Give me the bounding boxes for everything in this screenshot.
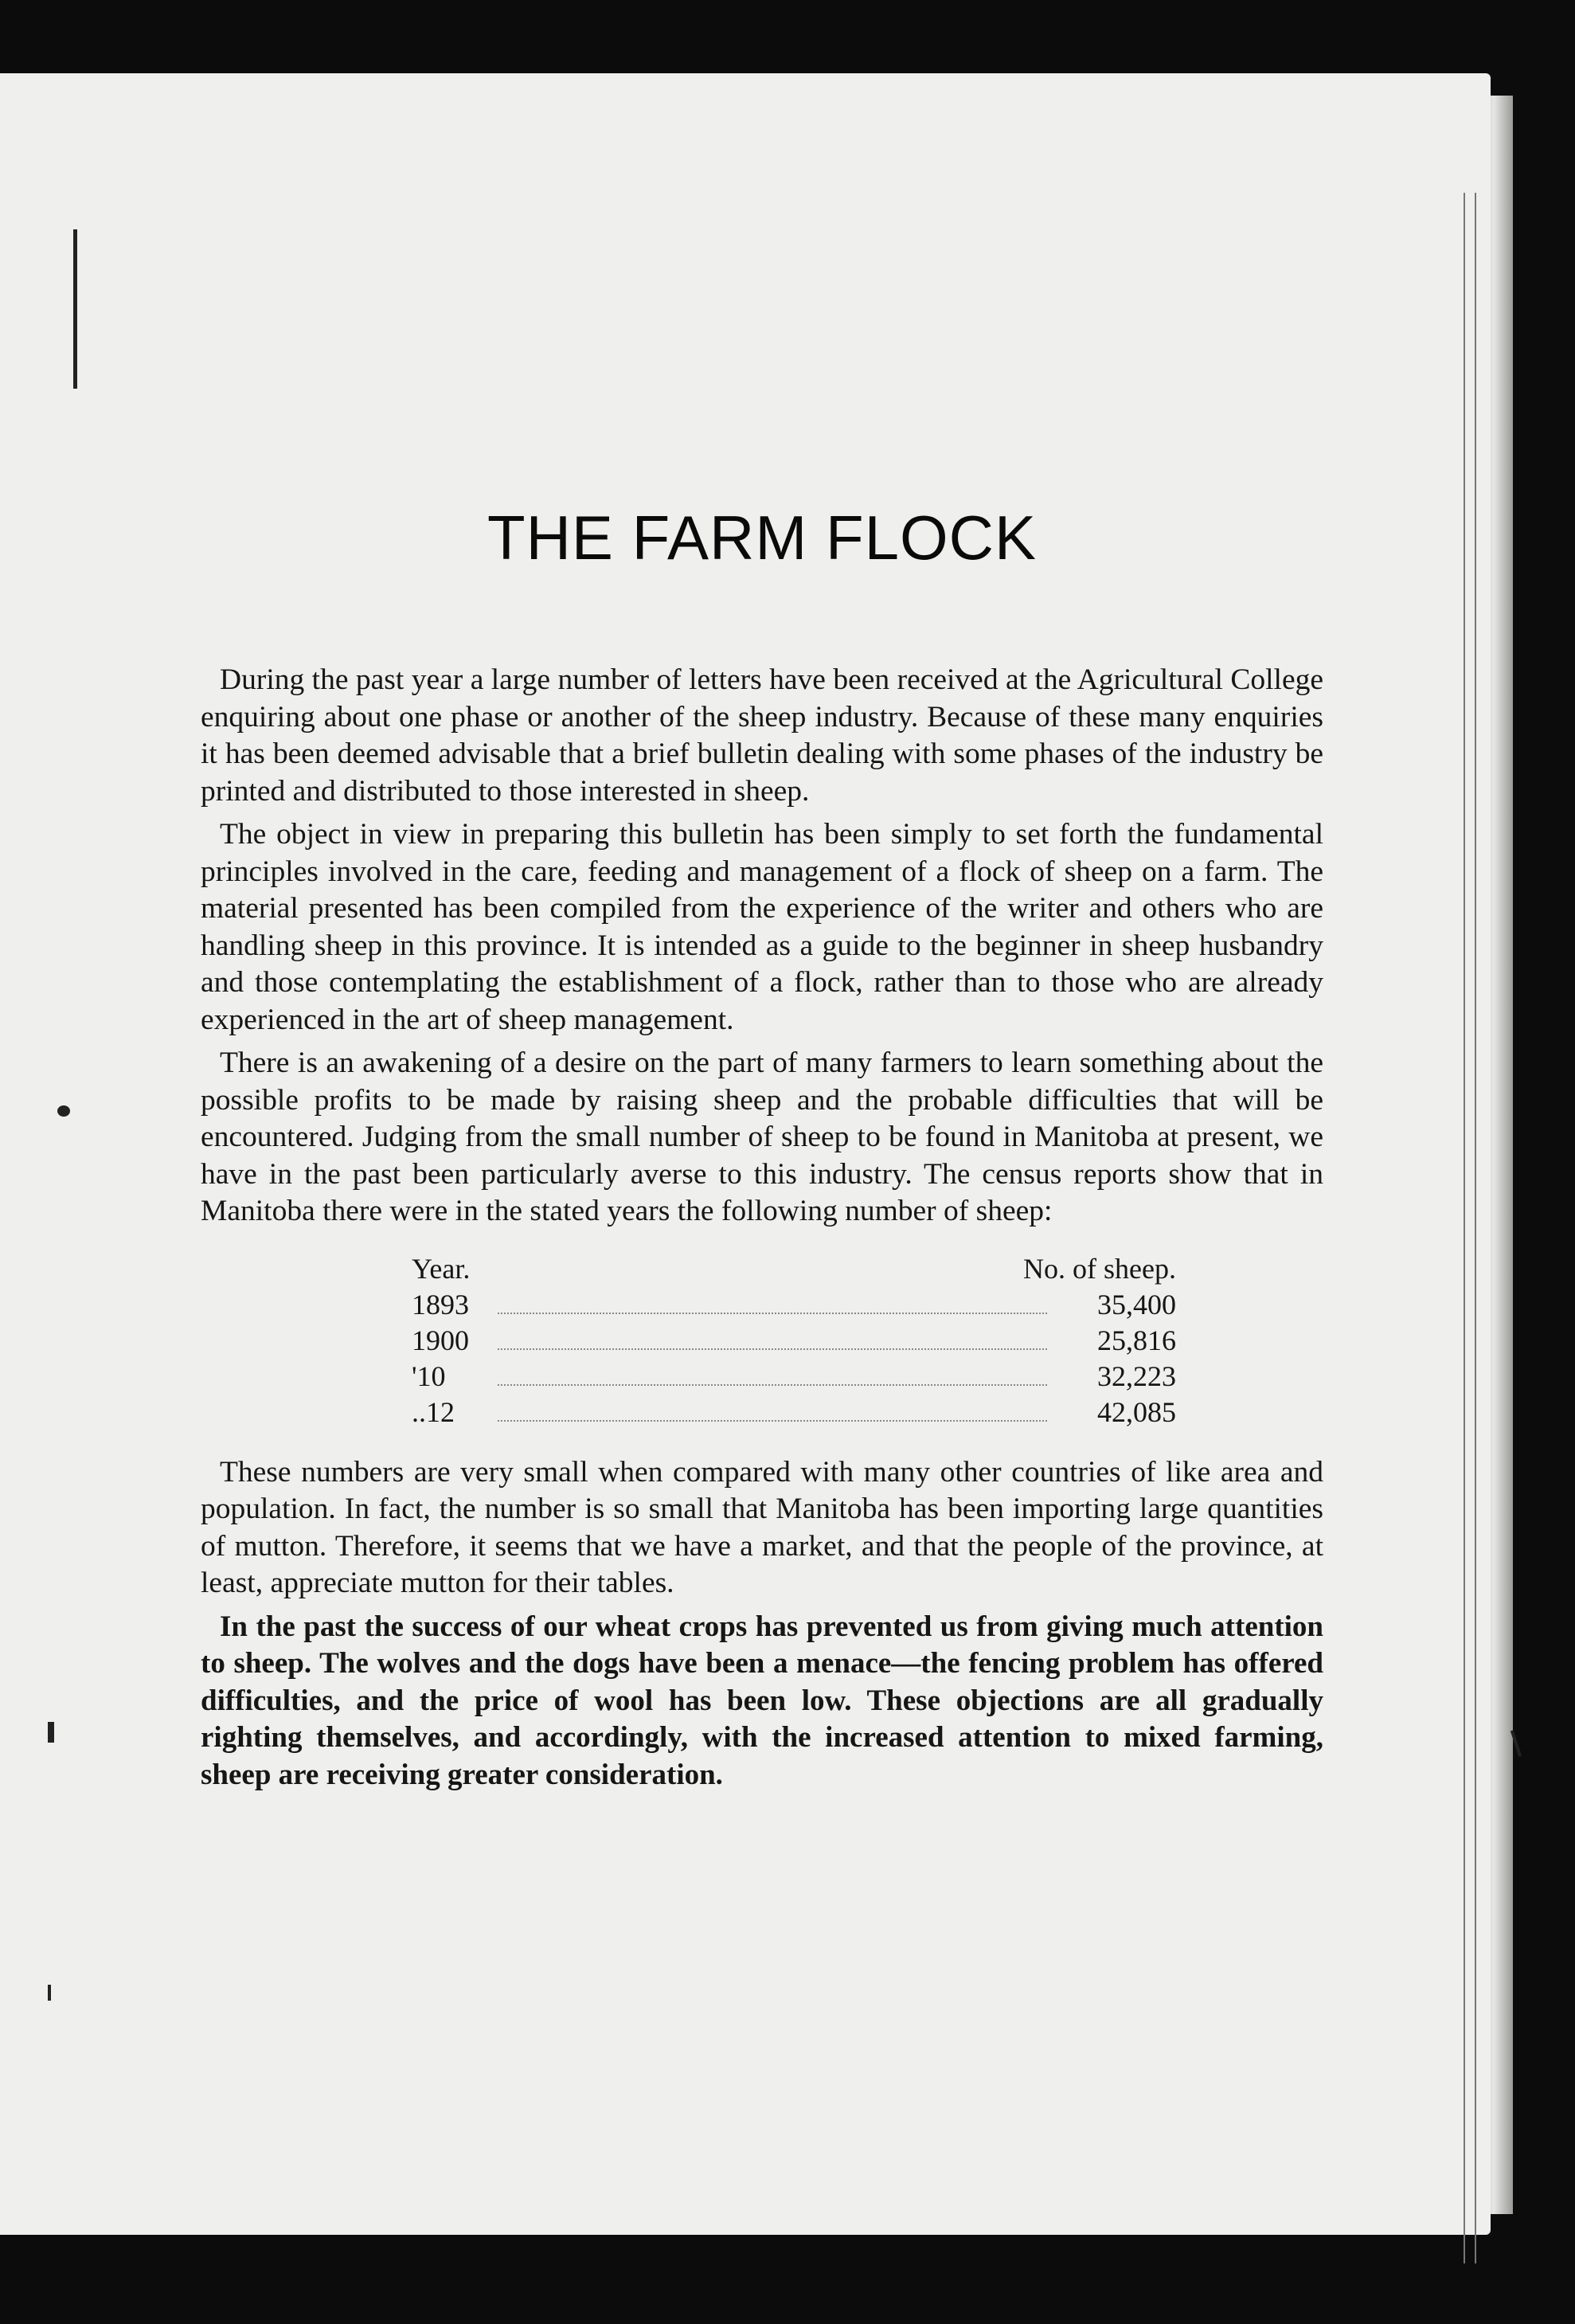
leader-dots [498, 1312, 1047, 1314]
paragraph: In the past the success of our wheat crops has prevented us from giving much attention to sheep. The wolves and the dogs have been a menace—the fencing problem has offered difficulties, and the price of wool has been low. These objections are all gradually righting themselves, and accordingly, with the increased attention to mixed farming, sheep are receiving greater consideration. [201, 1610, 1323, 1791]
census-year: ..12 [412, 1395, 455, 1428]
census-header-count: No. of sheep. [1023, 1252, 1176, 1285]
census-row [412, 1323, 1176, 1359]
census-year: '10 [412, 1360, 446, 1392]
census-header-year: Year. [412, 1252, 471, 1285]
paragraph: There is an awakening of a desire on the part of many farmers to learn something about the possible profits to be made by raising sheep and the probable difficulties that will be encountered. Judging from the small number of sheep to be found in Manitoba at present, we have in the past been particularly averse to this industry. The census reports show that in Manitoba there were in the stated years the following number of sheep: [201, 1047, 1323, 1227]
binding-mark [57, 1105, 70, 1117]
census-count: 32,223 [1097, 1360, 1176, 1392]
census-count: 35,400 [1097, 1288, 1176, 1320]
census-row [412, 1395, 1176, 1430]
leader-dots [498, 1348, 1047, 1350]
census-table [412, 1251, 1176, 1430]
binding-mark [48, 1722, 54, 1743]
census-year: 1900 [412, 1324, 469, 1356]
census-row [412, 1287, 1176, 1323]
paragraph: The object in view in preparing this bulletin has been simply to set forth the fundamental principles involved in the care, feeding and management of a flock of sheep on a farm. The material presented has been compiled from the experience of the writer and others who are handling sheep in this province. It is intended as a guide to the beginner in sheep husbandry and those contemplating the establishment of a flock, rather than to those who are already experienced in the art of sheep management. [201, 818, 1323, 1036]
leader-dots [498, 1383, 1047, 1386]
paragraph: During the past year a large number of letters have been received at the Agricultural College enquiring about one phase or another of the sheep industry. Because of these many enquiries it has been deemed advisable that a brief bulletin dealing with some phases of the industry be printed and distributed to those interested in sheep. [201, 663, 1323, 808]
page-edge-line [1475, 193, 1476, 2263]
paragraph: These numbers are very small when compared with many other countries of like area and population. In fact, the number is so small that Manitoba has been importing large quantities of mutton. Therefore, it seems that we have a market, and that the people of the province, at least, appreciate mutton for their tables. [201, 1455, 1323, 1599]
leader-dots [498, 1419, 1047, 1422]
page-content [201, 478, 1323, 1800]
page-edge-line [1464, 193, 1465, 2263]
census-year: 1893 [412, 1288, 469, 1320]
census-table-header [412, 1251, 1176, 1287]
census-row [412, 1359, 1176, 1395]
census-count: 25,816 [1097, 1324, 1176, 1356]
binding-mark [73, 229, 77, 389]
census-count: 42,085 [1097, 1395, 1176, 1428]
binding-mark [48, 1985, 51, 2001]
page-title: THE FARM FLOCK [487, 503, 1038, 573]
